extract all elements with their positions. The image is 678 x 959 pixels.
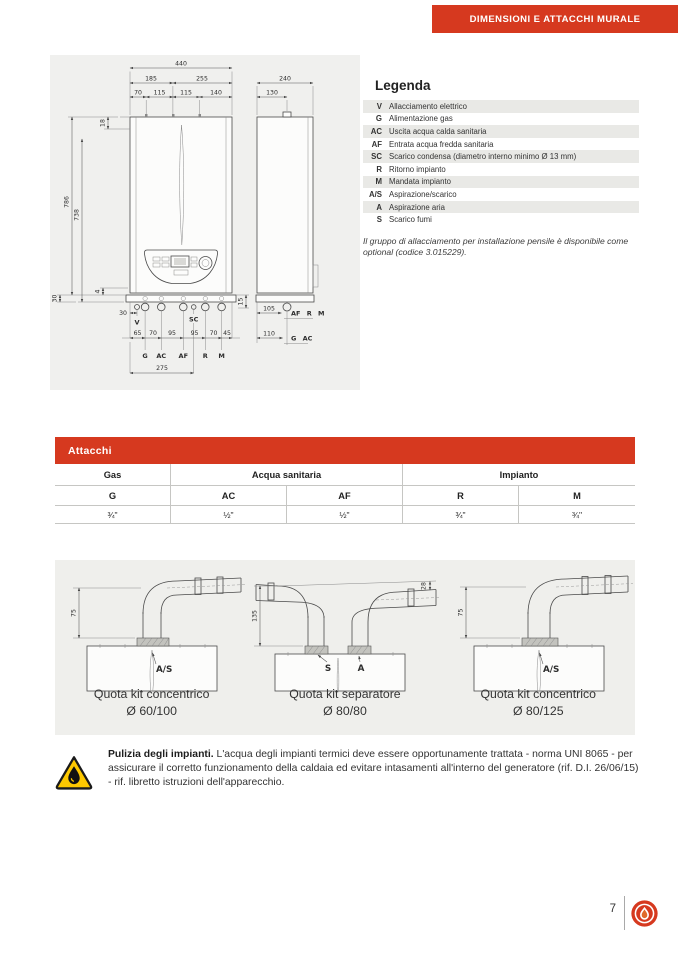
svg-text:75: 75	[70, 609, 78, 617]
svg-text:V: V	[134, 318, 140, 327]
svg-text:135: 135	[251, 610, 259, 622]
svg-text:110: 110	[263, 330, 275, 338]
svg-text:G: G	[142, 352, 148, 360]
legend-code: SC	[371, 152, 382, 162]
svg-text:SC: SC	[188, 315, 199, 324]
legend-row	[363, 176, 639, 189]
legend-title: Legenda	[375, 78, 431, 93]
svg-text:105: 105	[263, 305, 275, 313]
svg-text:30: 30	[119, 310, 127, 317]
val-R: ¾"	[403, 506, 519, 523]
attacchi-cols-row	[55, 486, 635, 506]
front-view	[126, 114, 236, 311]
legend-label: Entrata acqua fredda sanitaria	[389, 139, 494, 149]
legend-row	[363, 113, 639, 126]
legend-row	[363, 188, 639, 201]
svg-text:R: R	[202, 352, 208, 360]
legend-code: AF	[371, 139, 382, 149]
attacchi-section	[55, 437, 635, 524]
val-M: ¾"	[571, 509, 583, 520]
group-acqua-sanitaria: Acqua sanitaria	[171, 464, 403, 485]
legend-row	[363, 213, 639, 226]
svg-text:140: 140	[210, 89, 222, 97]
flue-kits-panel	[55, 560, 635, 735]
col-R: R	[403, 486, 519, 505]
attacchi-banner	[55, 437, 635, 464]
val-AC: ½"	[171, 506, 287, 523]
legend-label: Ritorno impianto	[389, 164, 446, 174]
svg-text:70: 70	[149, 330, 157, 337]
header-banner	[432, 5, 678, 33]
legend-label: Scarico fumi	[389, 215, 432, 225]
svg-text:70: 70	[209, 330, 218, 337]
legend-code: V	[376, 101, 382, 111]
legend-label: Allacciamento elettrico	[389, 101, 468, 111]
attacchi-values-row	[55, 506, 635, 524]
svg-text:28: 28	[420, 582, 428, 590]
legend-code: A/S	[369, 189, 382, 199]
svg-text:115: 115	[180, 89, 192, 97]
val-G: ¾"	[55, 506, 171, 523]
svg-text:AF R M: AF R M	[291, 309, 325, 318]
kit-drawing-svg	[55, 568, 248, 692]
brand-logo-icon	[630, 899, 659, 928]
warning-icon	[55, 754, 93, 790]
svg-text:95: 95	[190, 330, 199, 337]
col-AF: AF	[287, 486, 403, 505]
legend-label: Uscita acqua calda sanitaria	[389, 126, 487, 136]
legend-code: M	[375, 177, 382, 187]
kit-drawing-svg	[248, 568, 441, 692]
kit-caption-line2: Ø 80/80	[323, 703, 367, 718]
svg-text:185: 185	[145, 75, 157, 83]
svg-text:AF: AF	[178, 352, 189, 360]
legend-row	[363, 138, 639, 151]
svg-text:18: 18	[99, 119, 107, 127]
svg-text:4: 4	[94, 289, 102, 294]
svg-text:255: 255	[196, 75, 208, 83]
svg-text:95: 95	[168, 330, 176, 337]
kit-caption-line1: Quota kit concentrico	[93, 687, 210, 701]
legend-row	[363, 125, 639, 138]
svg-text:70: 70	[134, 89, 142, 97]
side-view	[256, 112, 318, 311]
legend-row	[363, 150, 639, 163]
kit-caption-line1: Quota kit separatore	[289, 687, 401, 701]
kit-label-s: S	[325, 664, 332, 674]
svg-text:786: 786	[63, 196, 71, 208]
col-G: G	[55, 486, 171, 505]
legend-note-line1: Il gruppo di allacciamento per installazione pensile è disponibile come	[363, 235, 629, 246]
legend-row	[363, 201, 639, 214]
svg-text:240: 240	[279, 75, 291, 83]
svg-text:45: 45	[223, 330, 231, 337]
warning-text-body: L'acqua degli impianti termici deve essere opportunamente trattata - norma UNI 8065 - per assicurare il corretto funzionamento della caldaia ed evitare intasamenti all'interno del generatore (rif. D.I. 26/06/15) - rif. libretto istruzioni dell'apparecchio.	[108, 749, 639, 788]
svg-text:M: M	[218, 352, 225, 360]
legend-label: Aspirazione aria	[389, 202, 445, 212]
svg-text:75: 75	[457, 608, 465, 617]
svg-text:G AC: G AC	[291, 334, 313, 343]
svg-text:15: 15	[237, 297, 245, 306]
legend-code: A	[376, 202, 382, 212]
val-AF: ½"	[287, 506, 403, 523]
svg-text:115: 115	[153, 89, 166, 97]
legend-label: Alimentazione gas	[389, 114, 453, 124]
footer-divider	[624, 896, 625, 930]
svg-text:275: 275	[156, 365, 168, 372]
kit-drawing-svg	[442, 568, 635, 692]
boiler-drawing-svg	[50, 55, 360, 390]
svg-text:AC: AC	[156, 352, 167, 360]
kit-caption-line2: Ø 60/100	[126, 703, 177, 718]
left-dimensions	[52, 117, 131, 302]
svg-text:65: 65	[133, 330, 142, 337]
legend-row	[363, 163, 639, 176]
kit-label-as: A/S	[542, 665, 559, 675]
kit-label-as: A/S	[156, 665, 173, 675]
legend-code: R	[376, 164, 382, 174]
legend-label: Mandata impianto	[389, 177, 451, 187]
kit-caption	[442, 686, 635, 719]
legend-row	[363, 100, 639, 113]
legend-code: S	[376, 215, 382, 225]
svg-text:30: 30	[51, 294, 59, 303]
legend-label: Scarico condensa (diametro interno minimo Ø 13 mm)	[389, 152, 577, 162]
side-top-dimensions	[257, 76, 313, 116]
group-impianto: Impianto	[499, 469, 539, 480]
legend-rows	[363, 100, 639, 226]
kit-separatore-80-80	[248, 560, 441, 735]
col-M: M	[573, 490, 581, 501]
header-banner-text: DIMENSIONI E ATTACCHI MURALE	[469, 13, 641, 25]
kit-label-a: A	[357, 664, 365, 674]
svg-text:440: 440	[175, 60, 187, 68]
kit-caption	[248, 686, 441, 719]
attacchi-group-row	[55, 464, 635, 486]
legend	[363, 78, 639, 259]
legend-code: G	[375, 114, 382, 124]
group-gas: Gas	[55, 464, 171, 485]
col-AC: AC	[171, 486, 287, 505]
page-number: 7	[609, 903, 616, 915]
kit-caption-line1: Quota kit concentrico	[480, 687, 596, 701]
legend-code: AC	[370, 126, 382, 136]
kit-concentrico-80-125	[442, 560, 635, 735]
boiler-dimensions-drawing	[50, 55, 360, 390]
front-bottom-dimensions	[119, 295, 249, 373]
kit-concentrico-60-100	[55, 560, 248, 735]
legend-note-line2: optional (codice 3.015229).	[363, 247, 467, 258]
front-top-dimensions	[130, 61, 232, 116]
legend-note	[363, 236, 639, 259]
kit-caption-line2: Ø 80/125	[512, 703, 564, 718]
warning-text	[108, 748, 641, 790]
svg-text:130: 130	[266, 89, 278, 97]
legend-label: Aspirazione/scarico	[389, 189, 457, 199]
warning-text-bold: Pulizia degli impianti.	[108, 749, 214, 760]
svg-text:738: 738	[73, 209, 81, 221]
kit-caption	[55, 686, 248, 719]
attacchi-title: Attacchi	[68, 444, 112, 457]
warning-note	[55, 748, 641, 790]
